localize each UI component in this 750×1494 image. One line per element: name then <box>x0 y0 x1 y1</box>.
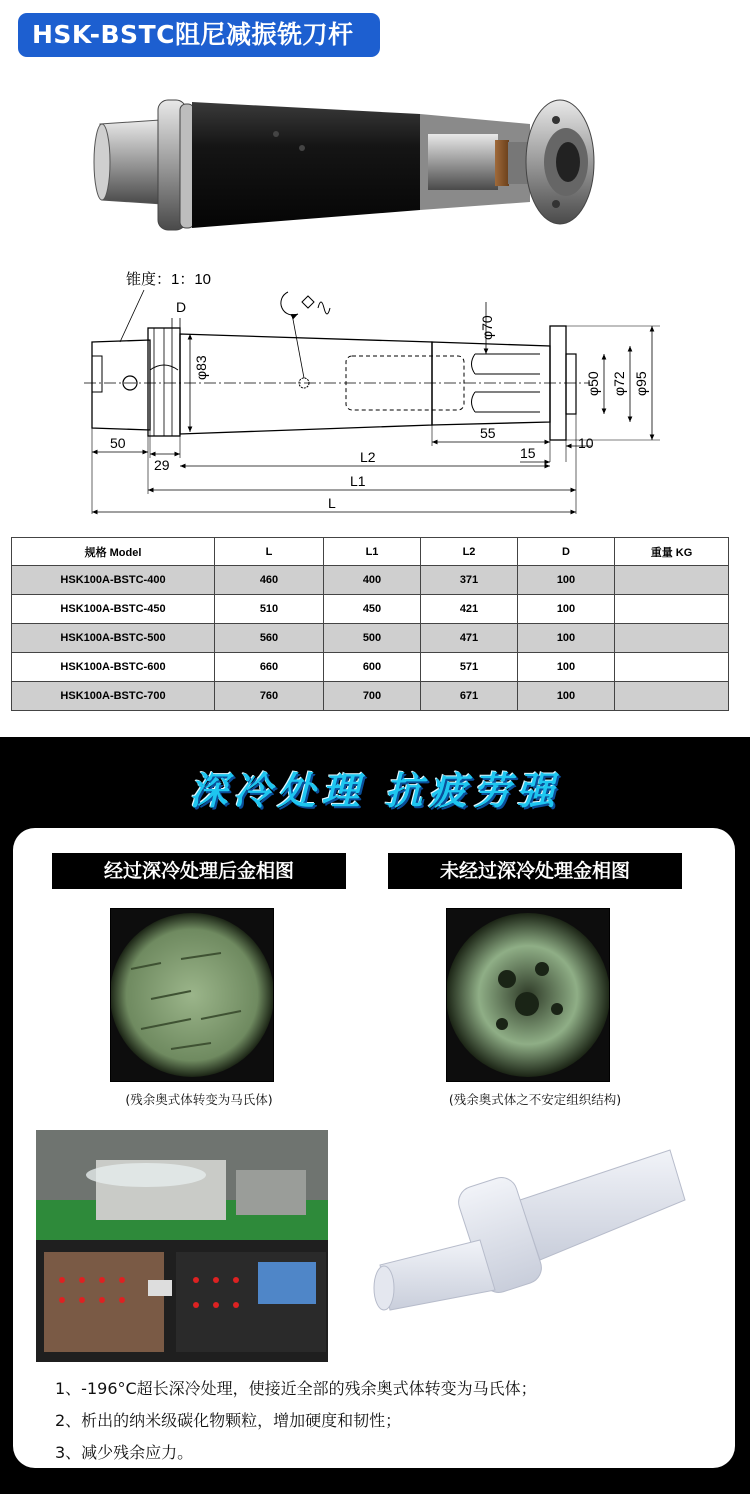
spec-table <box>11 537 729 711</box>
table-row <box>12 566 729 595</box>
benefit-item-2: 2、析出的纳米级碳化物颗粒，增加硬度和韧性； <box>55 1411 402 1430</box>
table-cell: 510 <box>215 595 324 624</box>
micrograph-untreated <box>446 908 610 1082</box>
table-cell: 560 <box>215 624 324 653</box>
factory-photo <box>36 1130 328 1362</box>
table-cell: 471 <box>421 624 518 653</box>
col-d: D <box>518 538 615 566</box>
table-cell: 400 <box>324 566 421 595</box>
svg-text:50: 50 <box>110 435 126 451</box>
micrograph-treated <box>110 908 274 1082</box>
col-l: L <box>215 538 324 566</box>
left-caption: (残余奥式体转变为马氏体) <box>125 1092 273 1107</box>
table-row <box>12 682 729 711</box>
col-model: 规格 Model <box>12 538 215 566</box>
col-l1: L1 <box>324 538 421 566</box>
table-cell: HSK100A-BSTC-400 <box>12 566 215 595</box>
col-l2: L2 <box>421 538 518 566</box>
svg-text:φ70: φ70 <box>479 315 495 340</box>
left-heading: 经过深冷处理后金相图 <box>52 853 346 889</box>
svg-text:15: 15 <box>520 445 536 461</box>
table-cell: HSK100A-BSTC-600 <box>12 653 215 682</box>
svg-text:10: 10 <box>578 435 594 451</box>
table-cell: 100 <box>518 566 615 595</box>
table-cell: 100 <box>518 595 615 624</box>
svg-text:φ50: φ50 <box>585 371 601 396</box>
svg-text:D: D <box>176 299 187 315</box>
technical-drawing <box>80 262 670 520</box>
svg-text:L: L <box>328 495 336 511</box>
svg-text:L2: L2 <box>360 449 376 465</box>
table-row <box>12 595 729 624</box>
taper-label: 锥度：1：10 <box>126 271 212 288</box>
table-cell: 500 <box>324 624 421 653</box>
svg-text:55: 55 <box>480 425 496 441</box>
table-cell: 660 <box>215 653 324 682</box>
table-cell <box>615 653 729 682</box>
table-cell: 100 <box>518 624 615 653</box>
table-header-row <box>12 538 729 566</box>
table-cell: 600 <box>324 653 421 682</box>
table-cell: 760 <box>215 682 324 711</box>
benefit-item-3: 3、减少残余应力。 <box>55 1443 194 1462</box>
table-cell: HSK100A-BSTC-700 <box>12 682 215 711</box>
table-cell <box>615 595 729 624</box>
page-title: HSK-BSTC阻尼减振铣刀杆 <box>18 13 380 57</box>
right-caption: (残余奥式体之不安定组织结构) <box>448 1092 622 1107</box>
table-cell <box>615 624 729 653</box>
table-cell: HSK100A-BSTC-500 <box>12 624 215 653</box>
table-cell: 450 <box>324 595 421 624</box>
table-cell: 371 <box>421 566 518 595</box>
table-cell <box>615 566 729 595</box>
table-cell: 100 <box>518 682 615 711</box>
table-cell: HSK100A-BSTC-450 <box>12 595 215 624</box>
table-cell: 460 <box>215 566 324 595</box>
table-cell <box>615 682 729 711</box>
col-weight: 重量 KG <box>615 538 729 566</box>
table-row <box>12 653 729 682</box>
svg-text:φ72: φ72 <box>611 371 627 396</box>
benefit-item-1: 1、-196°C超长深冷处理，使接近全部的残余奥式体转变为马氏体； <box>55 1379 537 1398</box>
table-cell: 421 <box>421 595 518 624</box>
table-cell: 700 <box>324 682 421 711</box>
svg-text:29: 29 <box>154 457 170 473</box>
table-cell: 571 <box>421 653 518 682</box>
product-photo <box>90 92 620 242</box>
table-row <box>12 624 729 653</box>
section-banner: 深冷处理 抗疲劳强 <box>189 769 561 813</box>
right-heading: 未经过深冷处理金相图 <box>388 853 682 889</box>
table-cell: 671 <box>421 682 518 711</box>
tool-holder-render <box>370 1140 690 1320</box>
svg-text:φ83: φ83 <box>193 355 209 380</box>
svg-text:φ95: φ95 <box>633 371 649 396</box>
svg-text:L1: L1 <box>350 473 366 489</box>
table-cell: 100 <box>518 653 615 682</box>
